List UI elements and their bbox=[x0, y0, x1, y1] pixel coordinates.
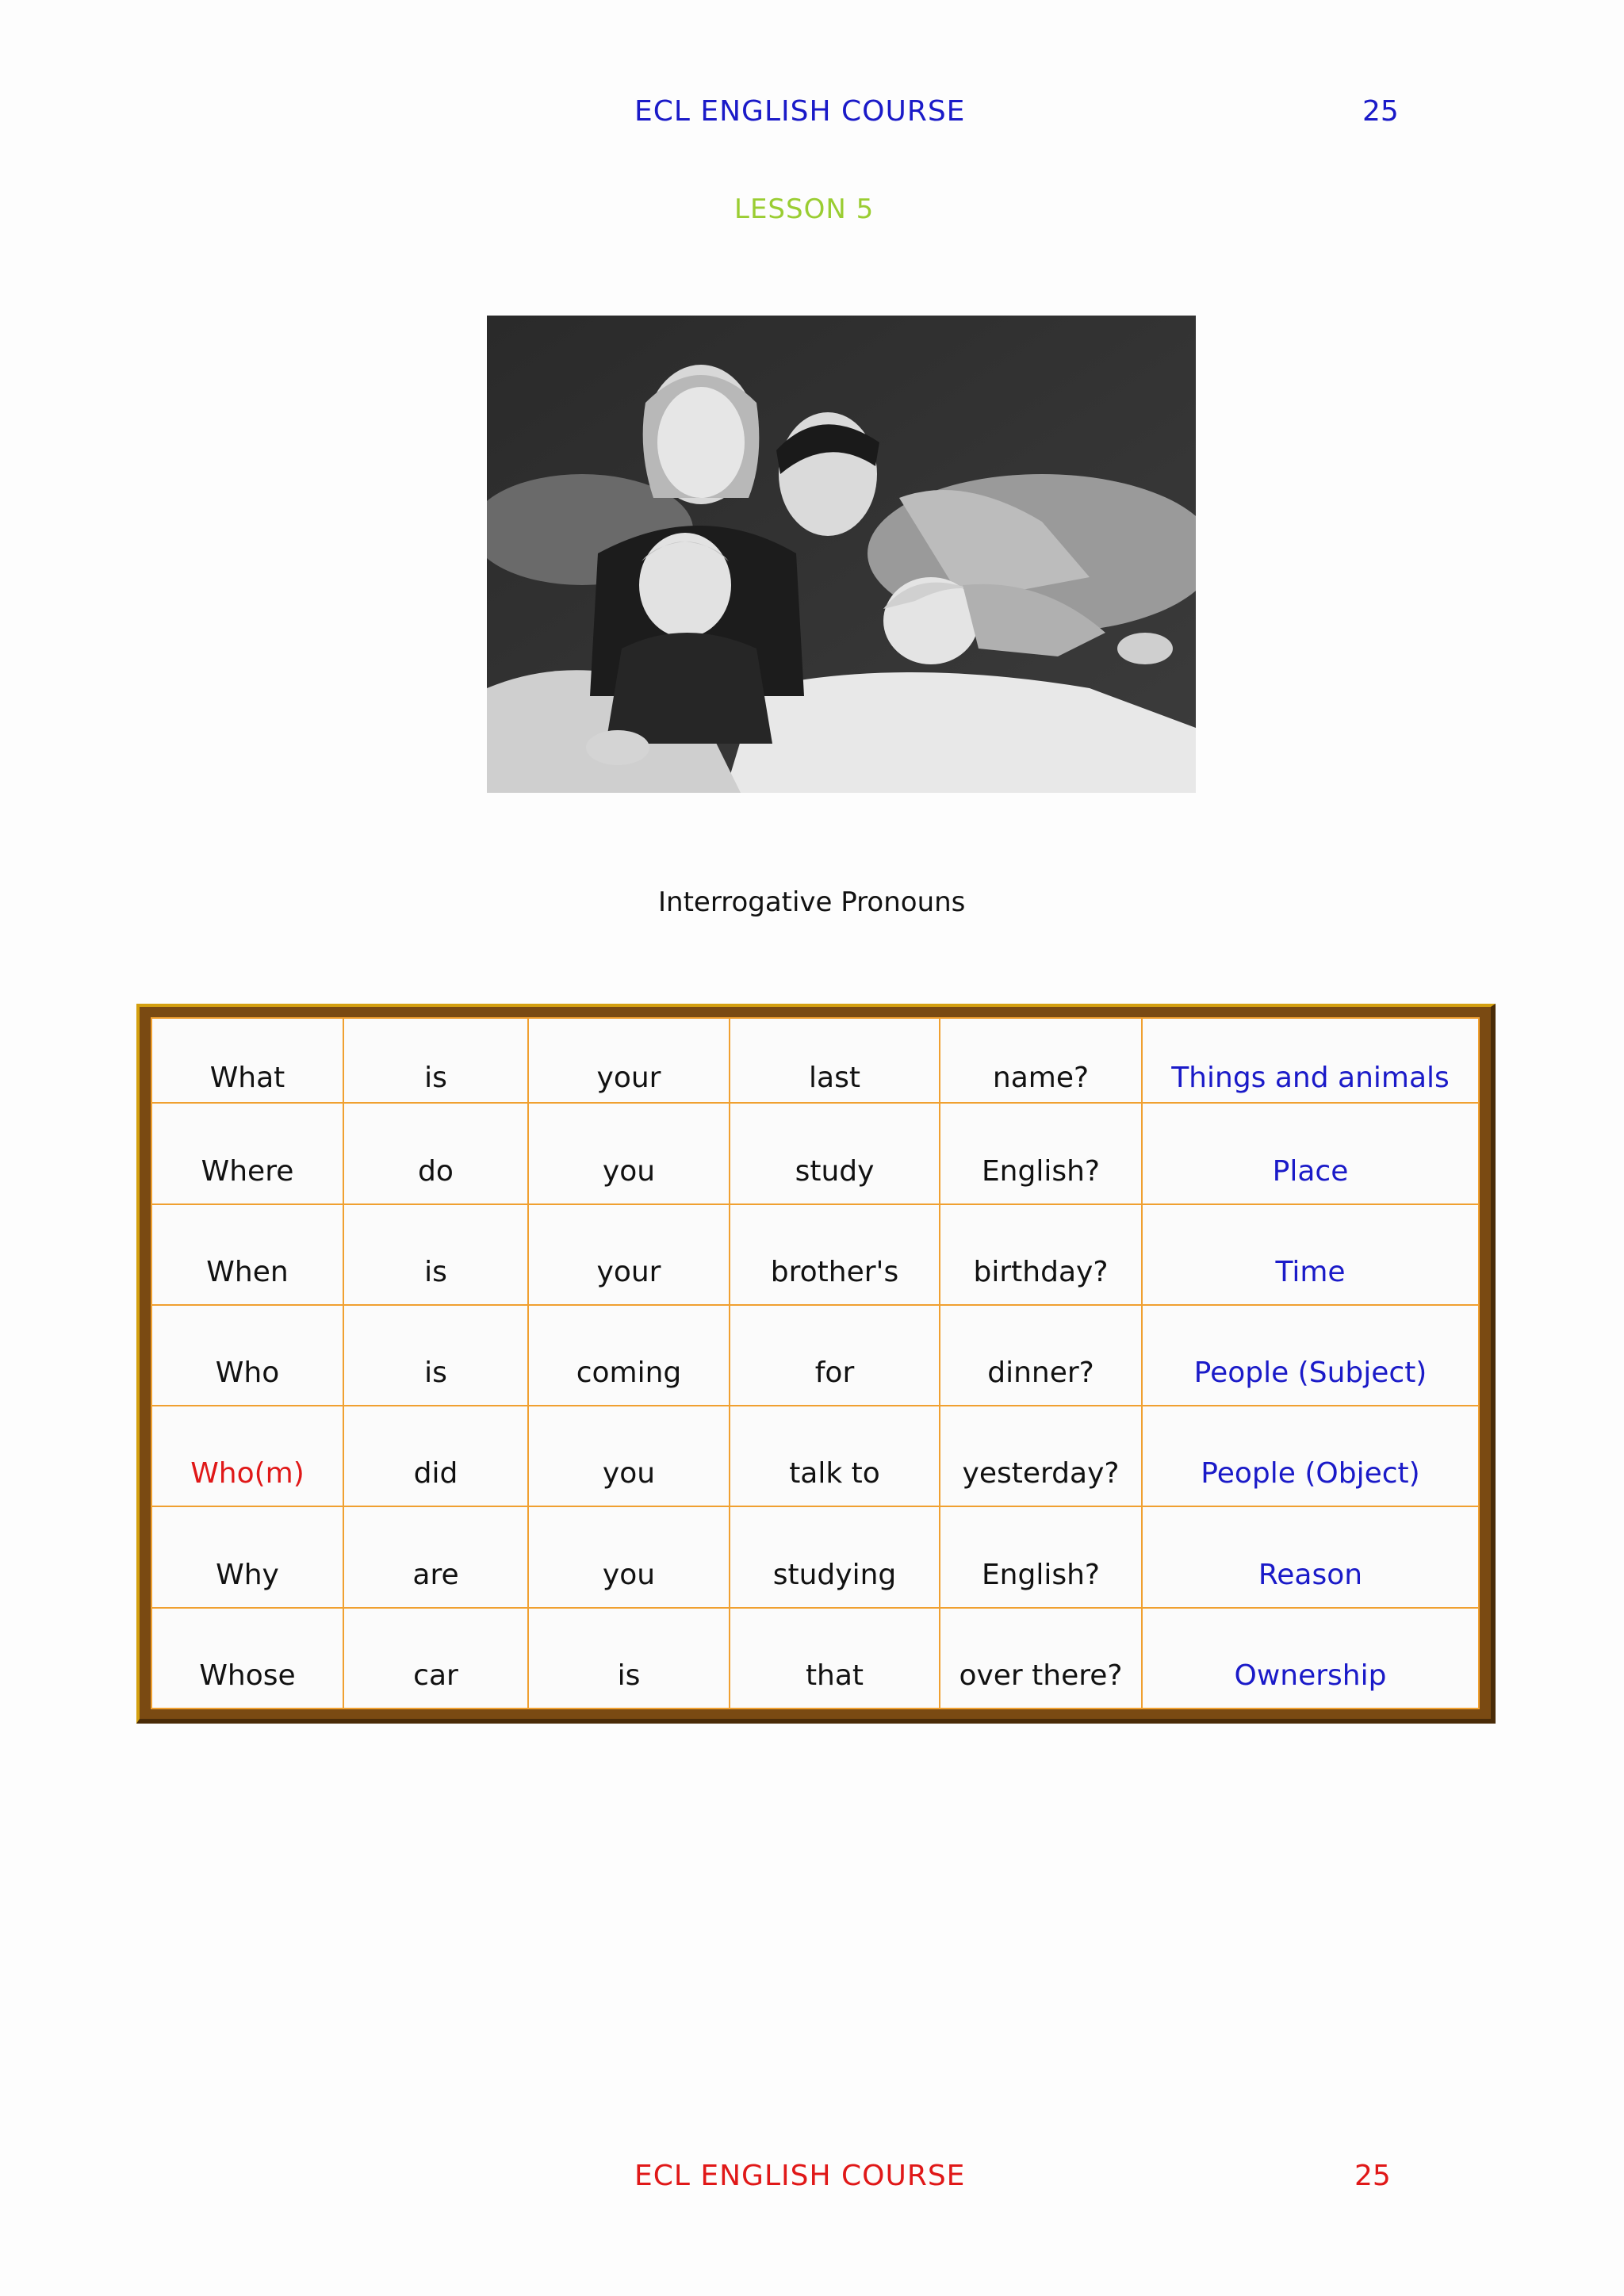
pronoun-cell: Who(m) bbox=[151, 1406, 343, 1506]
category-cell: Reason bbox=[1142, 1506, 1479, 1607]
table-row bbox=[151, 1406, 1479, 1506]
table-cell: coming bbox=[528, 1305, 730, 1406]
pronoun-table-frame bbox=[136, 1004, 1496, 1724]
section-caption: Interrogative Pronouns bbox=[658, 886, 966, 918]
header-page-number: 25 bbox=[1362, 95, 1399, 128]
table-cell: for bbox=[730, 1305, 940, 1406]
table-cell: that bbox=[730, 1608, 940, 1709]
table-row bbox=[151, 1103, 1479, 1203]
lesson-title: LESSON 5 bbox=[734, 193, 875, 225]
table-cell: English? bbox=[940, 1506, 1142, 1607]
pronoun-cell: Who bbox=[151, 1305, 343, 1406]
table-cell: last bbox=[730, 1018, 940, 1103]
category-cell: Ownership bbox=[1142, 1608, 1479, 1709]
pronoun-cell: Where bbox=[151, 1103, 343, 1203]
table-cell: did bbox=[343, 1406, 528, 1506]
table-cell: your bbox=[528, 1018, 730, 1103]
table-cell: over there? bbox=[940, 1608, 1142, 1709]
table-cell: car bbox=[343, 1608, 528, 1709]
table-cell: talk to bbox=[730, 1406, 940, 1506]
table-cell: is bbox=[528, 1608, 730, 1709]
table-cell: studying bbox=[730, 1506, 940, 1607]
table-row bbox=[151, 1608, 1479, 1709]
category-cell: Things and animals bbox=[1142, 1018, 1479, 1103]
family-photo bbox=[487, 316, 1196, 793]
table-cell: is bbox=[343, 1204, 528, 1305]
header-title: ECL ENGLISH COURSE bbox=[634, 95, 966, 128]
table-cell: English? bbox=[940, 1103, 1142, 1203]
footer-page-number: 25 bbox=[1354, 2160, 1391, 2192]
pronoun-cell: Why bbox=[151, 1506, 343, 1607]
table-cell: brother's bbox=[730, 1204, 940, 1305]
footer-title: ECL ENGLISH COURSE bbox=[634, 2160, 966, 2192]
table-cell: name? bbox=[940, 1018, 1142, 1103]
table-row bbox=[151, 1204, 1479, 1305]
category-cell: People (Subject) bbox=[1142, 1305, 1479, 1406]
table-row bbox=[151, 1305, 1479, 1406]
table-cell: yesterday? bbox=[940, 1406, 1142, 1506]
table-row bbox=[151, 1506, 1479, 1607]
table-cell: do bbox=[343, 1103, 528, 1203]
table-cell: you bbox=[528, 1406, 730, 1506]
table-cell: is bbox=[343, 1305, 528, 1406]
table-cell: is bbox=[343, 1018, 528, 1103]
table-cell: you bbox=[528, 1506, 730, 1607]
pronoun-cell: When bbox=[151, 1204, 343, 1305]
category-cell: Time bbox=[1142, 1204, 1479, 1305]
table-cell: birthday? bbox=[940, 1204, 1142, 1305]
table-cell: your bbox=[528, 1204, 730, 1305]
pronoun-table bbox=[151, 1017, 1480, 1709]
table-cell: dinner? bbox=[940, 1305, 1142, 1406]
category-cell: Place bbox=[1142, 1103, 1479, 1203]
table-cell: you bbox=[528, 1103, 730, 1203]
table-cell: study bbox=[730, 1103, 940, 1203]
table-row bbox=[151, 1018, 1479, 1103]
pronoun-cell: Whose bbox=[151, 1608, 343, 1709]
table-cell: are bbox=[343, 1506, 528, 1607]
pronoun-cell: What bbox=[151, 1018, 343, 1103]
category-cell: People (Object) bbox=[1142, 1406, 1479, 1506]
